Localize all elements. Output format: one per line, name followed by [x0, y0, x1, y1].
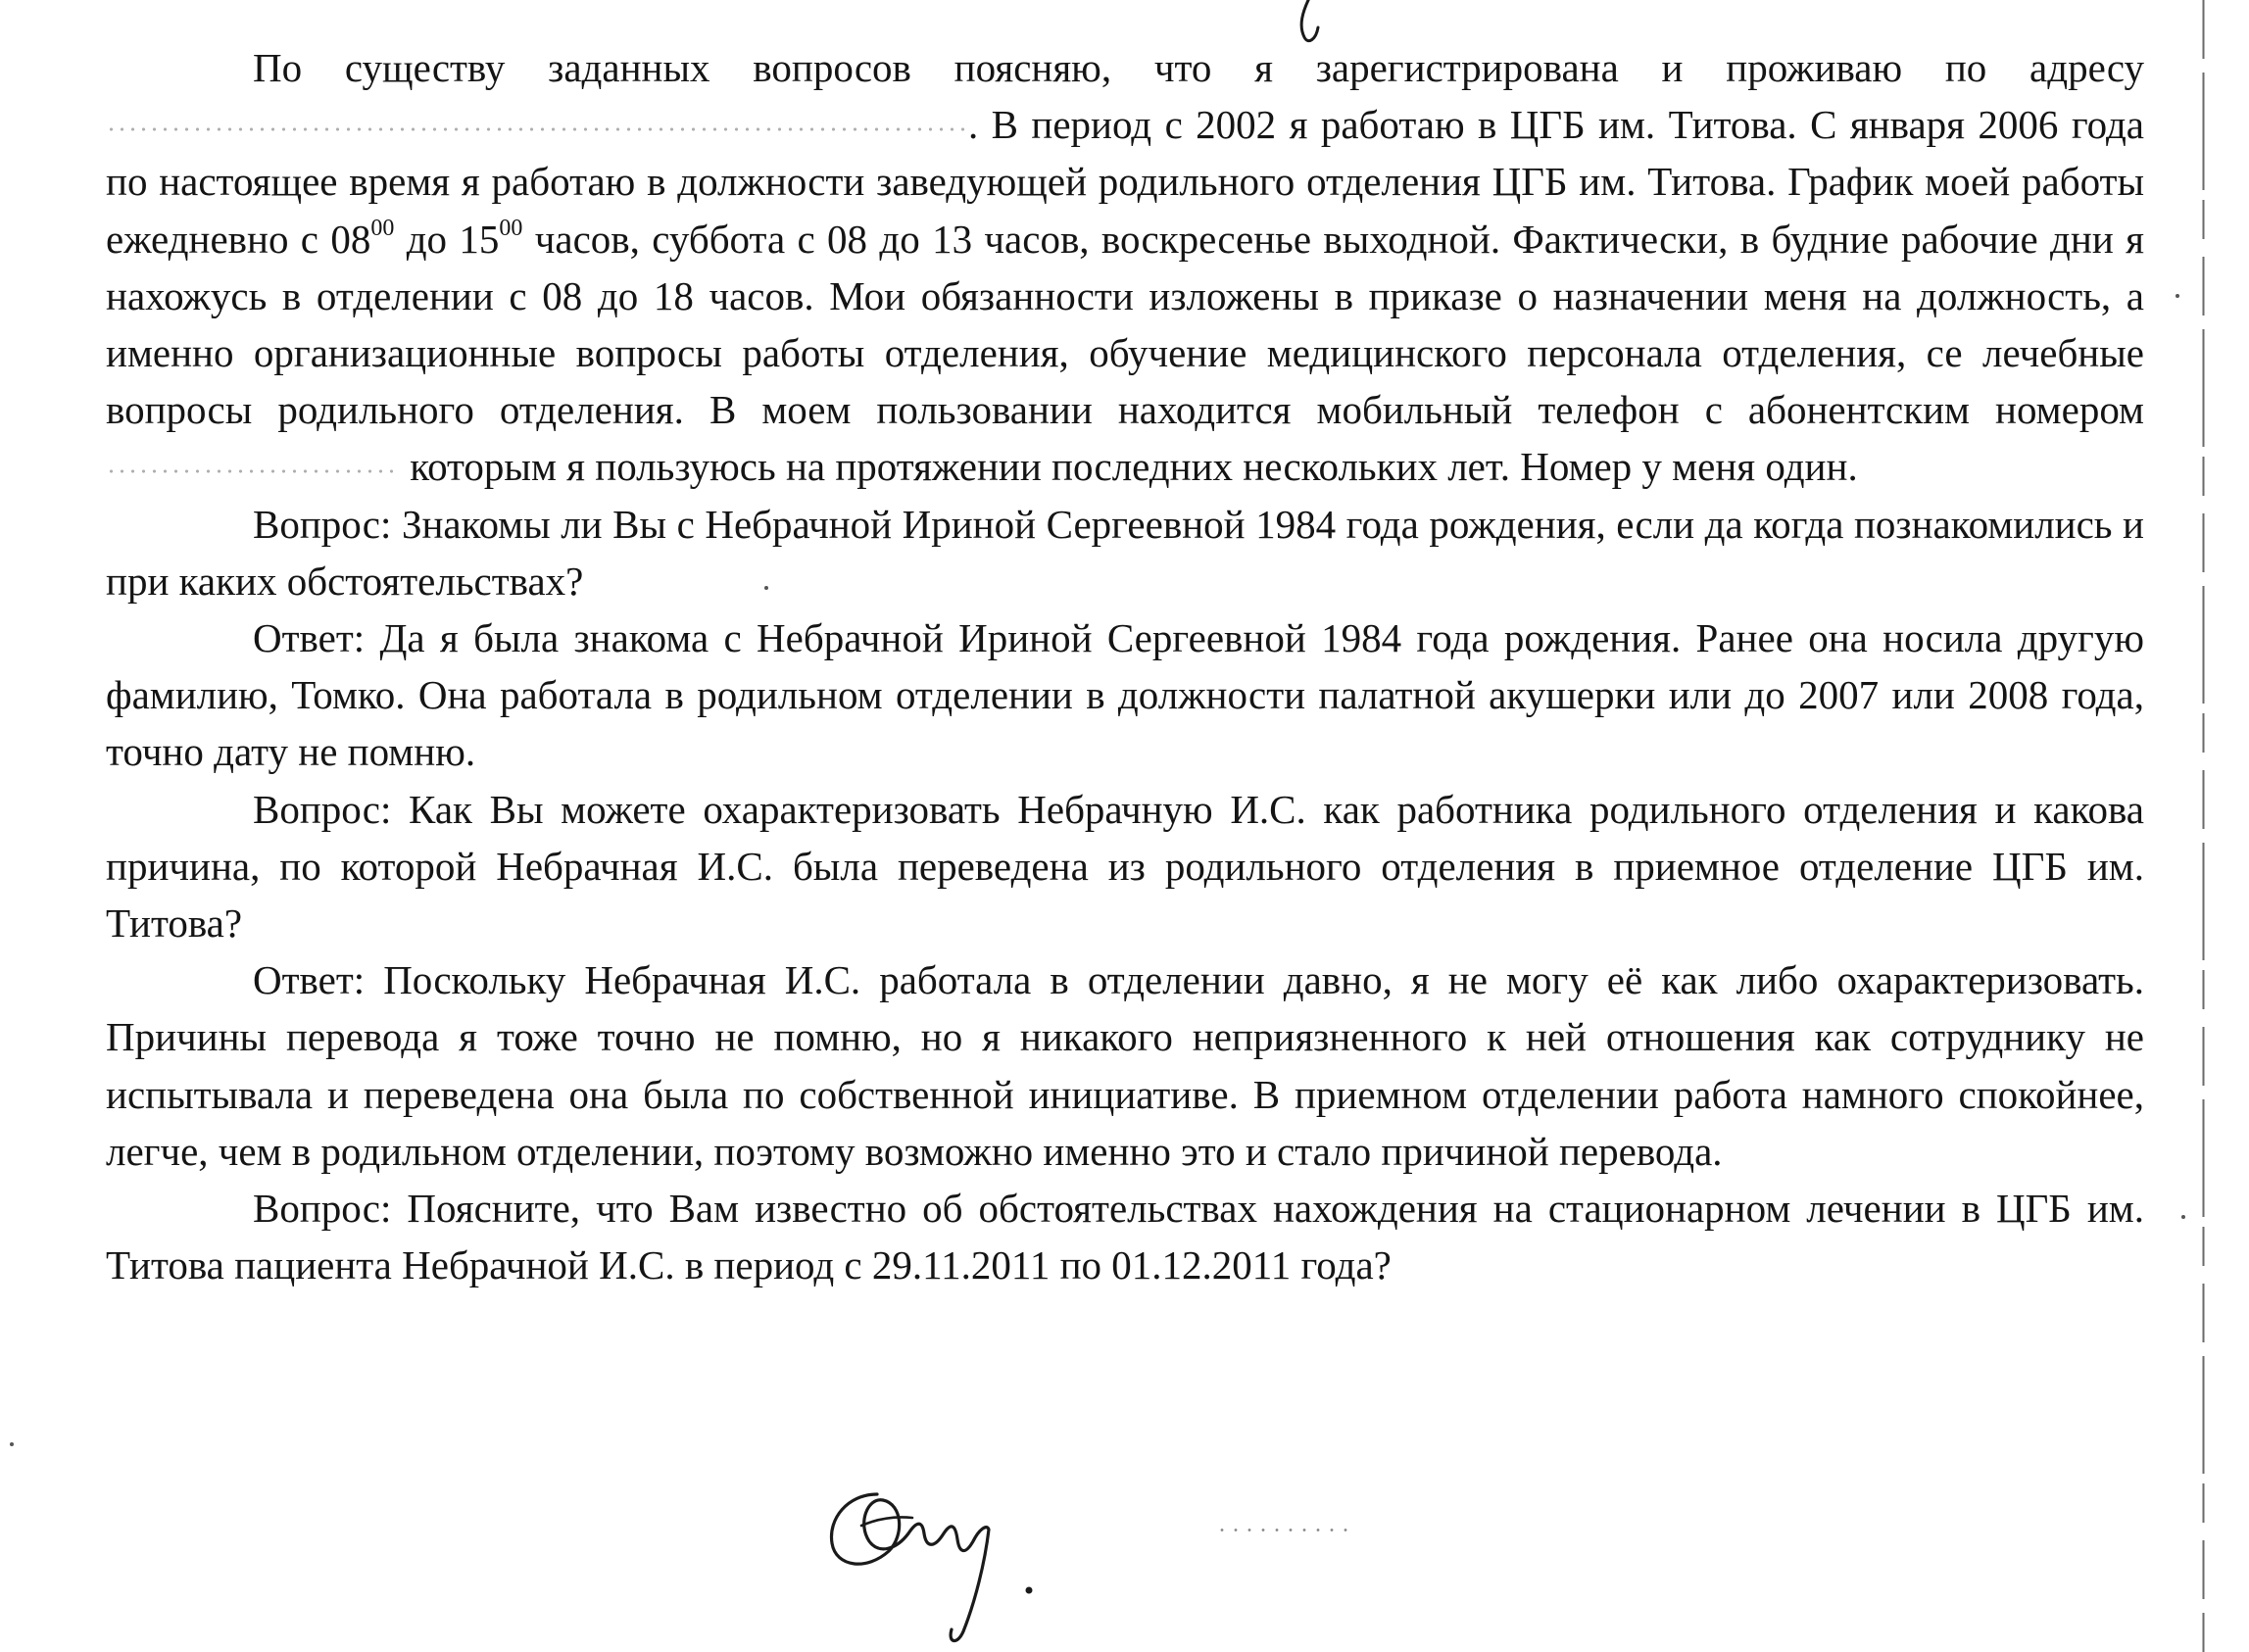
statement-intro: По существу заданных вопросов поясняю, что я зарегистрирована и проживаю по адресу: [253, 45, 2144, 90]
paragraph-question-3: Вопрос: Поясните, что Вам известно об обстоятельствах нахождения на стационарном лечении в ЦГБ им. Титова пациента Небрачной И.С. в период с 29.11.2011 по 01.12.2011 года?: [106, 1186, 2144, 1288]
scan-speck: [10, 1442, 14, 1446]
time-superscript-end: 00: [499, 215, 523, 241]
time-superscript-start: 00: [370, 215, 395, 241]
statement-schedule: часов, суббота с 08 до 13 часов, воскресенье выходной. Фактически, в будние рабочие дни я нахожусь в отделении с 08 до 18 часов. Мои обязанности изложены в приказе о назначении меня на должность, а именно организационные вопросы работы отделения, обучение медицинского персонала отделения, се лечебные вопросы родильного отделения. В моем пользовании находится мобильный телефон с абонентским номером: [106, 216, 2144, 433]
statement-phone: которым я пользуюсь на протяжении последних нескольких лет. Номер у меня один.: [410, 444, 1858, 490]
scan-speck: [764, 586, 768, 590]
redacted-phone-number: [106, 466, 400, 476]
scan-speck: [2176, 294, 2179, 298]
paragraph-answer-2: Ответ: Поскольку Небрачная И.С. работала в отделении давно, я не могу её как либо охарактеризовать. Причины перевода я тоже точно не помню, но я никакого неприязненного к ней отношения как сотруднику не испытывала и переведена она была по собственной инициативе. В приемном отделении работа намного спокойнее, легче, чем в родильном отделении, поэтому возможно именно это и стало причиной перевода.: [106, 957, 2144, 1174]
scan-dot-line: [1215, 1529, 1352, 1531]
statement-work: . В период с 2002 я работаю в ЦГБ им. Титова. С января 2006 года по настоящее время я работаю в должности заведующей родильного отделения ЦГБ им. Титова. График моей работы ежедневно с 08: [106, 102, 2144, 262]
scan-edge-line: [2202, 0, 2205, 1652]
statement-time-between: до 15: [394, 216, 500, 262]
paragraph-question-2: Вопрос: Как Вы можете охарактеризовать Небрачную И.С. как работника родильного отделения и какова причина, по которой Небрачная И.С. была переведена из родильного отделения в приемное отделение ЦГБ им. Титова?: [106, 786, 2144, 947]
paragraph-question-1: Вопрос: Знакомы ли Вы с Небрачной Ириной Сергеевной 1984 года рождения, если да когда познакомились и при каких обстоятельствах?: [106, 501, 2144, 604]
redacted-address: [106, 124, 968, 134]
handwritten-signature: [818, 1465, 1044, 1651]
paragraph-answer-1: Ответ: Да я была знакома с Небрачной Ириной Сергеевной 1984 года рождения. Ранее она носила другую фамилию, Томко. Она работала в родильном отделении в должности палатной акушерки или до 2007 или 2008 года, точно дату не помню.: [106, 615, 2144, 775]
paragraph-statement: [106, 39, 2144, 496]
scan-speck: [2181, 1215, 2185, 1219]
document-body: [106, 39, 2144, 1293]
